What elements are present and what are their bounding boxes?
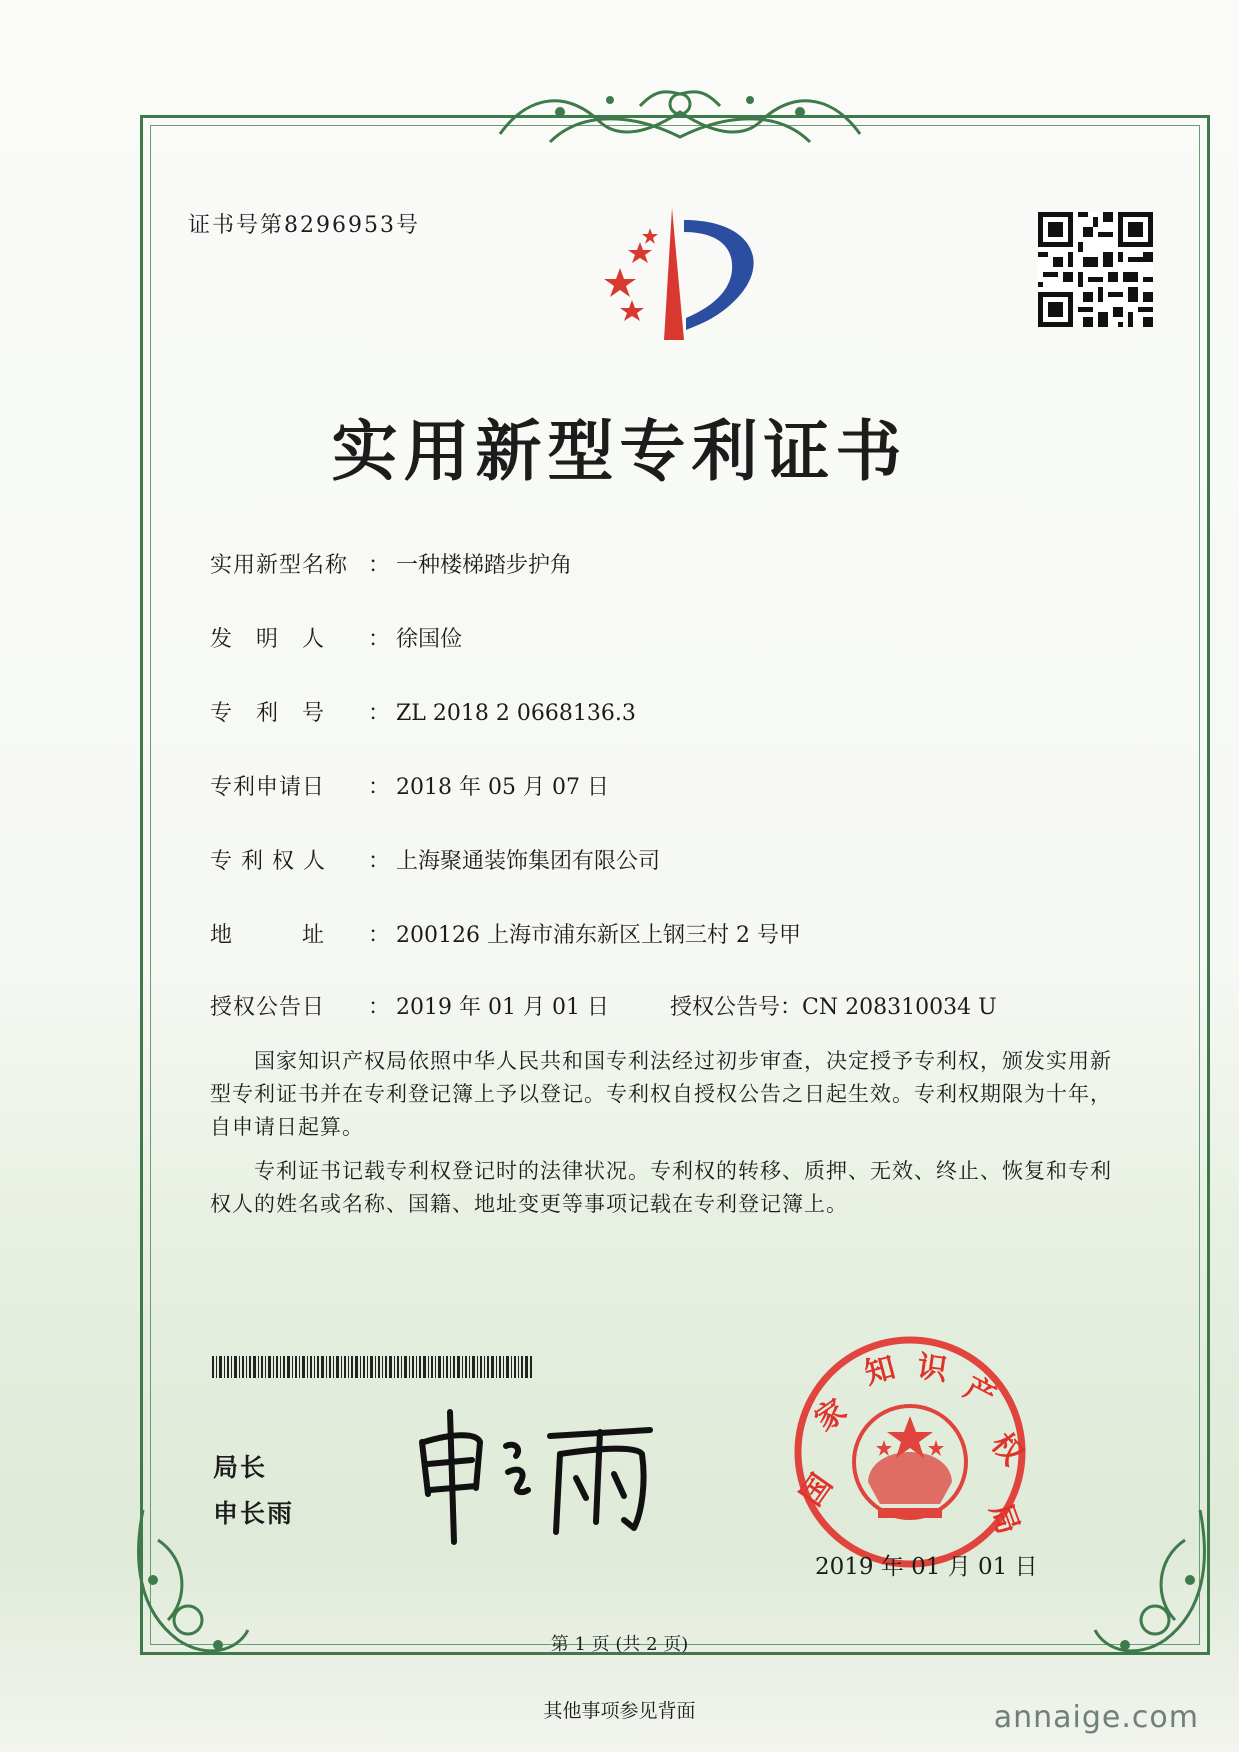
statement-paragraph-2: 专利证书记载专利权登记时的法律状况。专利权的转移、质押、无效、终止、恢复和专利权人的姓名或名称、国籍、地址变更等事项记载在专利登记簿上。 [210,1159,1112,1216]
field-label: 专 利 权 人 [210,849,326,874]
certificate-title: 实用新型专利证书 [331,412,908,490]
svg-text:产: 产 [958,1370,1002,1416]
field-address: 地 址 ： 200126 上海市浦东新区上钢三村 2 号甲 [210,918,801,949]
field-label: 授权公告号 [670,995,781,1020]
inner-border [150,125,1200,1645]
field-label: 实用新型名称 [210,553,349,578]
field-value: 2018 年 05 月 07 日 [396,775,609,800]
page-number: 第 1 页 (共 2 页) [550,1634,689,1655]
field-value: 一种楼梯踏步护角 [396,553,573,578]
field-label: 专 利 号 [210,701,326,726]
director-signature-icon [410,1402,670,1552]
field-value: 200126 上海市浦东新区上钢三村 2 号甲 [396,923,801,948]
back-note: 其他事项参见背面 [543,1700,696,1722]
certificate-number: 证书号第8296953号 [188,213,420,238]
statement-paragraph-1: 国家知识产权局依照中华人民共和国专利法经过初步审查，决定授予专利权，颁发实用新型专利证书并在专利登记簿上予以登记。专利权自授权公告之日起生效。专利权期限为十年，自申请日起算。 [210,1049,1112,1139]
field-announcement-number: 授权公告号：CN 208310034 U [670,995,997,1020]
director-name: 申长雨 [213,1499,295,1528]
field-announcement-date: 授权公告日 ： 2019 年 01 月 01 日 [210,990,609,1021]
patent-office-emblem-icon [580,200,780,350]
field-label: 地 址 [210,923,326,948]
field-value: CN 208310034 U [802,995,997,1020]
field-label: 专利申请日 [210,775,326,800]
field-value: ZL 2018 2 0668136.3 [396,701,636,726]
field-value: 2019 年 01 月 01 日 [396,995,609,1020]
svg-text:知: 知 [861,1350,900,1392]
qr-code-icon [1038,212,1153,327]
director-title: 局长 [213,1453,268,1482]
field-utility-model-name: 实用新型名称 ： 一种楼梯踏步护角 [210,548,572,579]
field-value: 上海聚通装饰集团有限公司 [396,849,661,874]
svg-text:家: 家 [808,1392,854,1439]
barcode-icon [212,1356,532,1378]
official-seal-icon [790,1332,1030,1572]
field-patent-number: 专 利 号 ： ZL 2018 2 0668136.3 [210,696,636,727]
seal-date: 2019 年 01 月 01 日 [815,1554,1038,1580]
field-inventor: 发 明 人 ： 徐国俭 [210,622,462,653]
site-watermark: annaige.com [993,1700,1199,1735]
top-ornament-icon [490,82,870,150]
field-label: 授权公告日 [210,995,326,1020]
svg-text:国: 国 [793,1467,840,1513]
field-application-date: 专利申请日 ： 2018 年 05 月 07 日 [210,770,609,801]
field-patentee: 专 利 权 人 ： 上海聚通装饰集团有限公司 [210,844,660,875]
svg-text:局: 局 [982,1498,1026,1539]
field-value: 徐国俭 [396,627,463,652]
field-label: 发 明 人 [210,627,326,652]
svg-text:识: 识 [914,1349,950,1389]
svg-text:权: 权 [983,1426,1030,1473]
